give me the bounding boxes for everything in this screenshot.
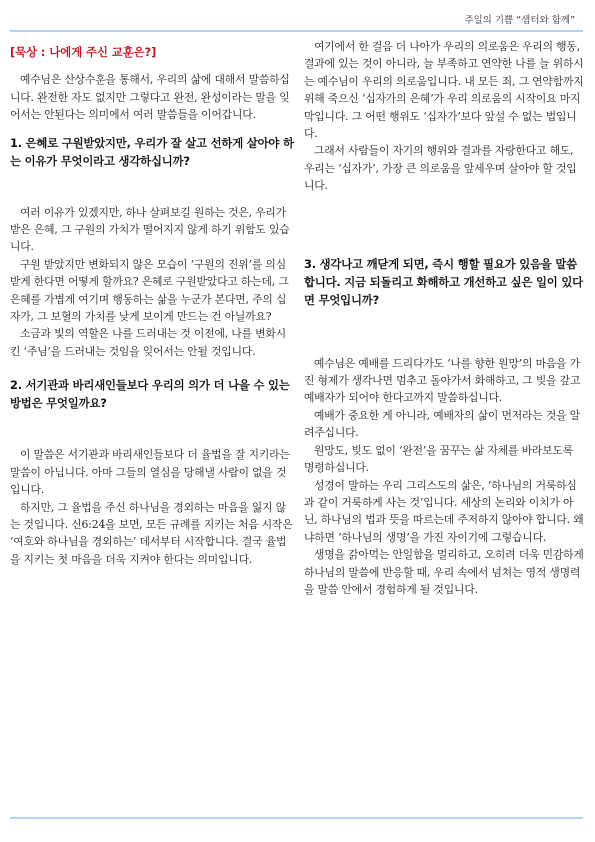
answer-2-paragraph: 이 말씀은 서기관과 바리새인들보다 더 율법을 잘 지키라는 말씀이 아닙니다. 아마 그들의 열심을 당해낼 사람이 없을 것입니다. [10,448,290,497]
answer-3-paragraph: 예수님은 예배를 드리다가도 ‘나를 향한 원망’의 마음을 가진 형제가 생각나면 멈추고 돌아가서 화해하고, 그 빚을 갚고 예배자가 되어야 한다고까지 말씀하십니다. [304,356,581,405]
continued-paragraph: 여기에서 한 걸음 더 나아가 우리의 의로움은 우리의 행동, 결과에 있는 것이 아니라, 늘 부족하고 연약한 나를 늘 위하시는 예수님이 우리의 의로움입니다. 내 모든 죄, 그 연약함까지 위해 죽으신 ‘십자가의 은혜’가 우리 의로움의 시작이요 마지막입니다. 그 어떤 행위도 ‘십자가’보다 앞설 수 없는 법입니다. [304,40,584,141]
answer-3-paragraph: 원망도, 빚도 없이 ‘완전’을 꿈꾸는 삶 자체를 바라보도록 명령하십니다. [304,443,573,475]
answer-3-paragraph: 성경이 말하는 우리 그리스도의 삶은, ‘하나님의 거룩하심과 같이 거룩하게 사는 것’입니다. 세상의 논리와 이치가 아닌, 하나님의 법과 뜻을 따르는데 주저하지 않아야 합니다. 왜냐하면 ‘하나님의 생명’을 가진 자이기에 그렇습니다. [304,478,584,544]
page-header: 주일의 기쁨 “샘터와 함께” [464,15,575,26]
answer-3-paragraph: 예배가 중요한 게 아니라, 예배자의 삶이 먼저라는 것을 알려주십니다. [304,408,580,440]
question-3: 3. 생각나고 깨닫게 되면, 즉시 행할 필요가 있음을 말씀합니다. 지금 되돌리고 화해하고 개선하고 싶은 일이 있다면 무엇입니까? [304,256,583,307]
question-2: 2. 서기관과 바리새인들보다 우리의 의가 더 나을 수 있는 방법은 무엇일까요? [10,378,290,411]
footer-divider [10,817,583,819]
answer-1-paragraph: 여러 이유가 있겠지만, 하나 살펴보길 원하는 것은, 우리가 받은 은혜, 그 구원의 가치가 떨어지지 않게 하기 위함도 있습니다. [10,205,290,254]
answer-2-paragraph: 하지만, 그 율법을 주신 하나님을 경외하는 마음을 잃지 않는 것입니다. 신6:24을 보면, 모든 규례를 지키는 처음 시작은 ‘여호와 하나님을 경외하는’ 데서부터 시작합니다. 결국 율법을 지키는 첫 마음을 더욱 지켜야 한다는 의미입니다. [10,500,293,566]
header-divider [10,30,583,32]
answer-3-paragraph: 생명을 갉아먹는 안일함을 멀리하고, 오히려 더욱 민감하게 하나님의 말씀에 반응할 때, 우리 속에서 넘쳐는 영적 생명력을 말씀 안에서 경험하게 될 것입니다. [304,548,584,596]
answer-1-paragraph: 구원 받았지만 변화되지 않은 모습이 ‘구원의 진위’를 의심받게 한다면 어떻게 할까요? 은혜로 구원받았다고 하는데, 그 은혜를 가볍게 여기며 행동하는 삶을 누군가 본다면, 주의 십자가, 그 보혈의 가치를 낮게 보이게 만드는 건 아닐까요? [10,257,289,324]
question-1: 1. 은혜로 구원받았지만, 우리가 잘 살고 선하게 살아야 하는 이유가 무엇이라고 생각하십니까? [10,135,294,168]
intro-paragraph: 예수님은 산상수훈을 통해서, 우리의 삶에 대해서 말씀하십니다. 완전한 자도 없지만 그렇다고 완전, 완성이라는 말을 잊어서는 안된다는 의미에서 여러 말씀들을 이어갑니다. [10,73,290,122]
right-column [304,38,584,598]
section-title: [묵상 : 나에게 주신 교훈은?] [10,46,157,59]
continued-paragraph: 그래서 사람들이 자기의 행위와 결과를 자랑한다고 해도, 우리는 ‘십자가’, 가장 큰 의로움을 앞세우며 살아야 할 것입니다. [304,144,577,193]
left-column [10,38,294,568]
answer-1-paragraph: 소금과 빛의 역할은 나를 드러내는 것 이전에, 나를 변화시킨 ‘주님’을 드러내는 것임을 잊어서는 안될 것입니다. [10,327,286,358]
